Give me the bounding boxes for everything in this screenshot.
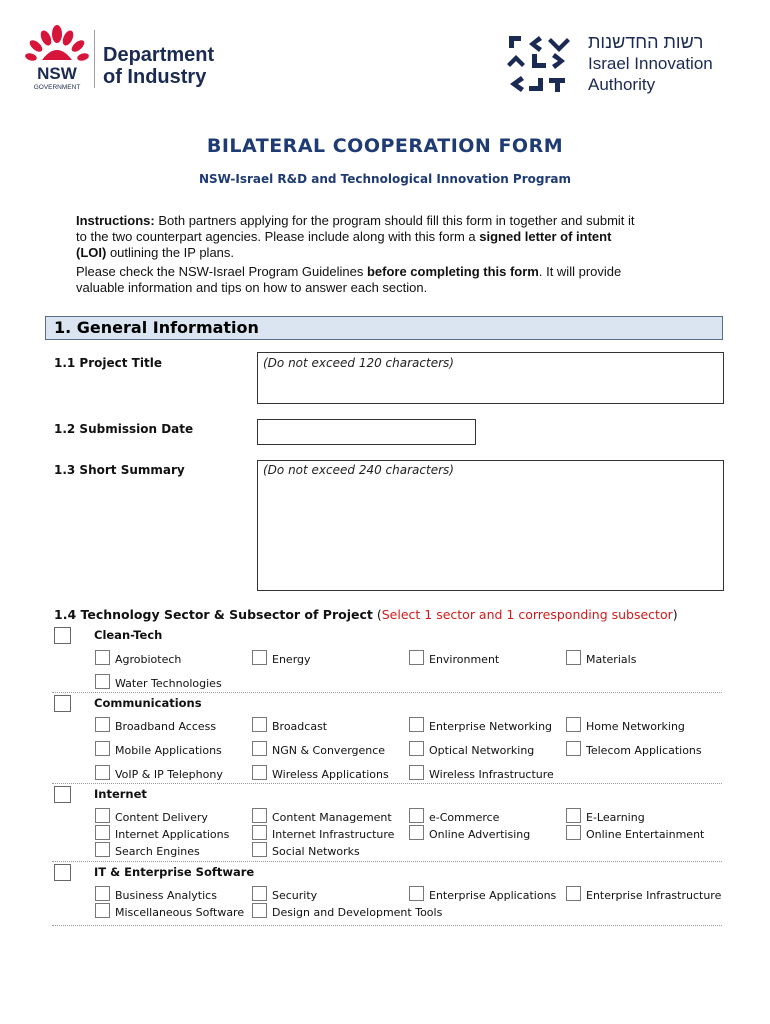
checkbox-design-development-tools[interactable] <box>252 903 267 918</box>
option-energy: Energy <box>272 653 311 666</box>
checkbox-agrobiotech[interactable] <box>95 650 110 665</box>
option-optical-networking: Optical Networking <box>429 744 535 757</box>
option-enterprise-applications: Enterprise Applications <box>429 889 557 902</box>
instructions-text-a: Both partners applying for the program should fill this form in together and submit it to the two counterpart agencies. Please include along with this form a <box>76 213 635 244</box>
section-title: 1. General Information <box>54 318 259 337</box>
instructions-loi: signed letter of intent (LOI) <box>76 229 612 260</box>
nsw-government-logo <box>22 24 92 92</box>
guidelines-text-b: . It will provide valuable information and tips on how to answer each section. <box>76 264 622 295</box>
form-title: BILATERAL COOPERATION FORM <box>206 135 564 157</box>
option-home-networking: Home Networking <box>586 720 685 733</box>
option-environment: Environment <box>429 653 500 666</box>
divider <box>52 692 722 693</box>
option-broadband-access: Broadband Access <box>115 720 217 733</box>
logo-divider <box>94 30 95 88</box>
option-online-advertising: Online Advertising <box>429 828 531 841</box>
checkbox-content-delivery[interactable] <box>95 808 110 823</box>
category-checkbox-clean-tech[interactable] <box>54 627 71 644</box>
technology-sector-heading <box>54 607 678 622</box>
checkbox-broadband-access[interactable] <box>95 717 110 732</box>
option-business-analytics: Business Analytics <box>115 889 217 902</box>
option-internet-applications: Internet Applications <box>115 828 230 841</box>
checkbox-e-learning[interactable] <box>566 808 581 823</box>
checkbox-search-engines[interactable] <box>95 842 110 857</box>
option-internet-infrastructure: Internet Infrastructure <box>272 828 395 841</box>
checkbox-enterprise-networking[interactable] <box>409 717 424 732</box>
option-enterprise-infrastructure: Enterprise Infrastructure <box>586 889 722 902</box>
israel-innovation-authority-text <box>588 32 713 95</box>
short-summary-label: 1.3 Short Summary <box>54 463 185 477</box>
checkbox-miscellaneous-software[interactable] <box>95 903 110 918</box>
option-voip-ip-telephony: VoIP & IP Telephony <box>115 768 223 781</box>
guidelines-bold: before completing this form <box>366 264 539 279</box>
submission-date-field[interactable] <box>257 419 476 445</box>
israel-innovation-authority-logo-icon <box>505 32 575 96</box>
checkbox-enterprise-infrastructure[interactable] <box>566 886 581 901</box>
checkbox-content-management[interactable] <box>252 808 267 823</box>
nsw-wordmark: NSW <box>37 64 77 83</box>
checkbox-internet-infrastructure[interactable] <box>252 825 267 840</box>
checkbox-wireless-infrastructure[interactable] <box>409 765 424 780</box>
waratah-flower-icon <box>24 25 89 62</box>
checkbox-online-advertising[interactable] <box>409 825 424 840</box>
divider <box>52 783 722 784</box>
form-subtitle: NSW-Israel R&D and Technological Innovation Program <box>199 172 571 186</box>
option-content-management: Content Management <box>272 811 392 824</box>
checkbox-enterprise-applications[interactable] <box>409 886 424 901</box>
checkbox-materials[interactable] <box>566 650 581 665</box>
option-wireless-infrastructure: Wireless Infrastructure <box>429 768 554 781</box>
category-label-it-enterprise-software: IT & Enterprise Software <box>94 865 255 879</box>
option-water-technologies: Water Technologies <box>115 677 222 690</box>
option-design-development-tools: Design and Development Tools <box>272 906 443 919</box>
checkbox-environment[interactable] <box>409 650 424 665</box>
checkbox-telecom-applications[interactable] <box>566 741 581 756</box>
checkbox-internet-applications[interactable] <box>95 825 110 840</box>
short-summary-field[interactable] <box>257 460 724 591</box>
project-title-label: 1.1 Project Title <box>54 356 162 370</box>
checkbox-security[interactable] <box>252 886 267 901</box>
nsw-government-text: GOVERNMENT <box>33 84 81 91</box>
dept-line-2: of Industry <box>103 66 207 88</box>
checkbox-home-networking[interactable] <box>566 717 581 732</box>
option-e-learning: E-Learning <box>586 811 645 824</box>
option-miscellaneous-software: Miscellaneous Software <box>115 906 245 919</box>
category-checkbox-internet[interactable] <box>54 786 71 803</box>
checkbox-water-technologies[interactable] <box>95 674 110 689</box>
submission-date-label: 1.2 Submission Date <box>54 422 194 436</box>
dept-line-1: Department <box>103 44 215 66</box>
category-label-clean-tech: Clean-Tech <box>94 628 163 642</box>
guidelines-text-a: Please check the NSW-Israel Program Guidelines <box>76 264 367 279</box>
department-name <box>103 44 214 88</box>
checkbox-voip-ip-telephony[interactable] <box>95 765 110 780</box>
checkbox-e-commerce[interactable] <box>409 808 424 823</box>
instructions-paragraph-2 <box>76 264 636 296</box>
option-e-commerce: e-Commerce <box>429 811 500 824</box>
option-agrobiotech: Agrobiotech <box>115 653 182 666</box>
category-label-communications: Communications <box>94 696 202 710</box>
instructions-text-b: outlining the IP plans. <box>106 245 235 260</box>
option-social-networks: Social Networks <box>272 845 360 858</box>
checkbox-mobile-applications[interactable] <box>95 741 110 756</box>
option-online-entertainment: Online Entertainment <box>586 828 705 841</box>
instructions-label: Instructions: <box>76 213 155 228</box>
option-content-delivery: Content Delivery <box>115 811 208 824</box>
sector-note-open: ( <box>372 607 382 622</box>
short-summary-hint: (Do not exceed 240 characters) <box>263 463 454 477</box>
option-security: Security <box>272 889 318 902</box>
checkbox-optical-networking[interactable] <box>409 741 424 756</box>
option-materials: Materials <box>586 653 637 666</box>
category-label-internet: Internet <box>94 787 147 801</box>
option-enterprise-networking: Enterprise Networking <box>429 720 553 733</box>
category-checkbox-it-enterprise-software[interactable] <box>54 864 71 881</box>
checkbox-ngn-convergence[interactable] <box>252 741 267 756</box>
checkbox-broadcast[interactable] <box>252 717 267 732</box>
checkbox-wireless-applications[interactable] <box>252 765 267 780</box>
instructions-paragraph-1 <box>76 213 636 261</box>
sector-selection-note: Select 1 sector and 1 corresponding subsector <box>381 607 673 622</box>
checkbox-online-entertainment[interactable] <box>566 825 581 840</box>
option-broadcast: Broadcast <box>272 720 328 733</box>
checkbox-social-networks[interactable] <box>252 842 267 857</box>
option-telecom-applications: Telecom Applications <box>586 744 702 757</box>
checkbox-business-analytics[interactable] <box>95 886 110 901</box>
divider <box>52 925 722 926</box>
divider <box>52 861 722 862</box>
option-search-engines: Search Engines <box>115 845 200 858</box>
category-checkbox-communications[interactable] <box>54 695 71 712</box>
checkbox-energy[interactable] <box>252 650 267 665</box>
ila-line-2: Authority <box>588 75 656 94</box>
technology-sector-label: 1.4 Technology Sector & Subsector of Project <box>54 607 373 622</box>
project-title-hint: (Do not exceed 120 characters) <box>263 356 454 370</box>
option-wireless-applications: Wireless Applications <box>272 768 389 781</box>
option-mobile-applications: Mobile Applications <box>115 744 222 757</box>
ila-line-1: Israel Innovation <box>588 54 713 73</box>
ila-hebrew-name: רשות החדשנות <box>588 32 704 52</box>
sector-note-close: ) <box>672 607 678 622</box>
option-ngn-convergence: NGN & Convergence <box>272 744 386 757</box>
